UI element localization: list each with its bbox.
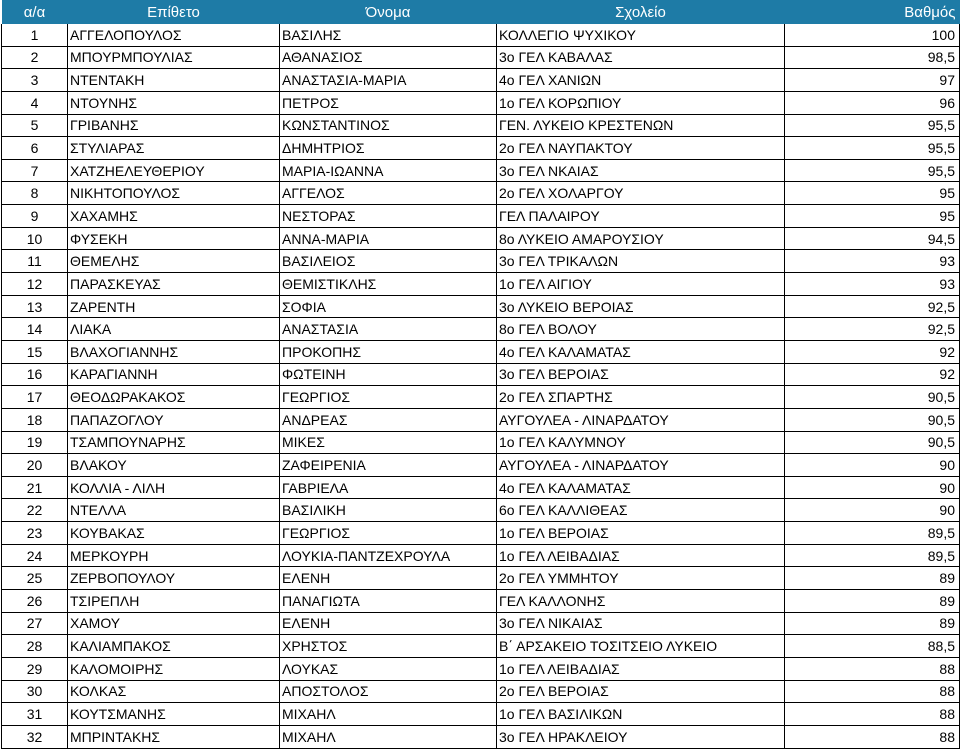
row-grade: 95 bbox=[785, 182, 960, 205]
table-row bbox=[2, 431, 960, 454]
row-grade: 90,5 bbox=[785, 408, 960, 431]
row-school: 3ο ΓΕΛ ΒΕΡΟΙΑΣ bbox=[497, 363, 785, 386]
row-surname: ΣΤΥΛΙΑΡΑΣ bbox=[68, 137, 280, 160]
row-name: ΔΗΜΗΤΡΙΟΣ bbox=[280, 137, 497, 160]
row-grade: 89,5 bbox=[785, 544, 960, 567]
table-row bbox=[2, 46, 960, 69]
table-row bbox=[2, 544, 960, 567]
row-name: ΑΝΑΣΤΑΣΙΑ-ΜΑΡΙΑ bbox=[280, 69, 497, 92]
row-surname: ΖΑΡΕΝΤΗ bbox=[68, 295, 280, 318]
row-surname: ΚΑΛΙΑΜΠΑΚΟΣ bbox=[68, 635, 280, 658]
row-school: ΓΕΛ ΚΑΛΛΟΝΗΣ bbox=[497, 590, 785, 613]
row-surname: ΝΤΕΝΤΑΚΗ bbox=[68, 69, 280, 92]
row-number: 32 bbox=[2, 725, 68, 748]
table-row bbox=[2, 386, 960, 409]
row-name: ΒΑΣΙΛΕΙΟΣ bbox=[280, 250, 497, 273]
table-row bbox=[2, 725, 960, 748]
row-name: ΓΕΩΡΓΙΟΣ bbox=[280, 522, 497, 545]
row-grade: 89,5 bbox=[785, 522, 960, 545]
row-number: 17 bbox=[2, 386, 68, 409]
table-row bbox=[2, 703, 960, 726]
row-school: 2ο ΓΕΛ ΧΟΛΑΡΓΟΥ bbox=[497, 182, 785, 205]
row-grade: 89 bbox=[785, 567, 960, 590]
row-number: 20 bbox=[2, 454, 68, 477]
row-grade: 92 bbox=[785, 340, 960, 363]
row-school: 1ο ΓΕΛ ΛΕΙΒΑΔΙΑΣ bbox=[497, 544, 785, 567]
table-row bbox=[2, 567, 960, 590]
row-school: ΓΕΝ. ΛΥΚΕΙΟ ΚΡΕΣΤΕΝΩΝ bbox=[497, 114, 785, 137]
table-row bbox=[2, 182, 960, 205]
row-grade: 95 bbox=[785, 205, 960, 228]
row-surname: ΒΛΑΧΟΓΙΑΝΝΗΣ bbox=[68, 340, 280, 363]
row-number: 29 bbox=[2, 657, 68, 680]
row-school: 6ο ΓΕΛ ΚΑΛΛΙΘΕΑΣ bbox=[497, 499, 785, 522]
row-grade: 90 bbox=[785, 454, 960, 477]
row-grade: 92,5 bbox=[785, 295, 960, 318]
row-school: 4ο ΓΕΛ ΚΑΛΑΜΑΤΑΣ bbox=[497, 476, 785, 499]
table-row bbox=[2, 590, 960, 613]
row-grade: 90 bbox=[785, 499, 960, 522]
row-surname: ΝΙΚΗΤΟΠΟΥΛΟΣ bbox=[68, 182, 280, 205]
row-name: ΚΩΝΣΤΑΝΤΙΝΟΣ bbox=[280, 114, 497, 137]
row-number: 2 bbox=[2, 46, 68, 69]
table-row bbox=[2, 499, 960, 522]
row-school: 2ο ΓΕΛ ΝΑΥΠΑΚΤΟΥ bbox=[497, 137, 785, 160]
row-number: 12 bbox=[2, 273, 68, 296]
row-name: ΛΟΥΚΙΑ-ΠΑΝΤΖΕΧΡΟΥΛΑ bbox=[280, 544, 497, 567]
row-surname: ΝΤΟΥΝΗΣ bbox=[68, 91, 280, 114]
row-school: 1ο ΓΕΛ ΒΕΡΟΙΑΣ bbox=[497, 522, 785, 545]
header-school: Σχολείο bbox=[497, 0, 785, 24]
row-grade: 88 bbox=[785, 703, 960, 726]
row-number: 14 bbox=[2, 318, 68, 341]
row-school: 3ο ΓΕΛ ΤΡΙΚΑΛΩΝ bbox=[497, 250, 785, 273]
row-grade: 95,5 bbox=[785, 137, 960, 160]
row-number: 1 bbox=[2, 24, 68, 46]
row-number: 18 bbox=[2, 408, 68, 431]
row-number: 31 bbox=[2, 703, 68, 726]
row-surname: ΦΥΣΕΚΗ bbox=[68, 227, 280, 250]
row-number: 24 bbox=[2, 544, 68, 567]
table-body bbox=[2, 24, 960, 748]
row-number: 16 bbox=[2, 363, 68, 386]
row-grade: 95,5 bbox=[785, 159, 960, 182]
table-row bbox=[2, 295, 960, 318]
row-school: 2ο ΓΕΛ ΣΠΑΡΤΗΣ bbox=[497, 386, 785, 409]
row-number: 21 bbox=[2, 476, 68, 499]
row-number: 9 bbox=[2, 205, 68, 228]
table-row bbox=[2, 340, 960, 363]
row-number: 27 bbox=[2, 612, 68, 635]
row-surname: ΚΟΥΤΣΜΑΝΗΣ bbox=[68, 703, 280, 726]
row-surname: ΑΓΓΕΛΟΠΟΥΛΟΣ bbox=[68, 24, 280, 46]
row-name: ΜΑΡΙΑ-ΙΩΑΝΝΑ bbox=[280, 159, 497, 182]
row-name: ΒΑΣΙΛΙΚΗ bbox=[280, 499, 497, 522]
row-name: ΒΑΣΙΛΗΣ bbox=[280, 24, 497, 46]
row-surname: ΘΕΜΕΛΗΣ bbox=[68, 250, 280, 273]
row-grade: 88 bbox=[785, 657, 960, 680]
row-number: 11 bbox=[2, 250, 68, 273]
row-name: ΑΝΑΣΤΑΣΙΑ bbox=[280, 318, 497, 341]
row-school: 8ο ΓΕΛ ΒΟΛΟΥ bbox=[497, 318, 785, 341]
row-school: Β΄ ΑΡΣΑΚΕΙΟ ΤΟΣΙΤΣΕΙΟ ΛΥΚΕΙΟ bbox=[497, 635, 785, 658]
row-number: 13 bbox=[2, 295, 68, 318]
row-surname: ΚΟΛΚΑΣ bbox=[68, 680, 280, 703]
row-surname: ΤΣΙΡΕΠΛΗ bbox=[68, 590, 280, 613]
row-grade: 98,5 bbox=[785, 46, 960, 69]
row-number: 23 bbox=[2, 522, 68, 545]
row-grade: 97 bbox=[785, 69, 960, 92]
row-name: ΘΕΜΙΣΤΙΚΛΗΣ bbox=[280, 273, 497, 296]
row-number: 3 bbox=[2, 69, 68, 92]
row-school: 3ο ΓΕΛ ΝΙΚΑΙΑΣ bbox=[497, 612, 785, 635]
row-number: 22 bbox=[2, 499, 68, 522]
row-name: ΠΑΝΑΓΙΩΤΑ bbox=[280, 590, 497, 613]
row-surname: ΜΕΡΚΟΥΡΗ bbox=[68, 544, 280, 567]
row-name: ΑΝΝΑ-ΜΑΡΙΑ bbox=[280, 227, 497, 250]
header-grade: Βαθμός bbox=[785, 0, 960, 24]
row-grade: 95,5 bbox=[785, 114, 960, 137]
row-school: ΑΥΓΟΥΛΕΑ - ΛΙΝΑΡΔΑΤΟΥ bbox=[497, 454, 785, 477]
table-row bbox=[2, 635, 960, 658]
row-surname: ΧΑΧΑΜΗΣ bbox=[68, 205, 280, 228]
row-school: 1ο ΓΕΛ ΒΑΣΙΛΙΚΩΝ bbox=[497, 703, 785, 726]
row-school: ΑΥΓΟΥΛΕΑ - ΛΙΝΑΡΔΑΤΟΥ bbox=[497, 408, 785, 431]
row-name: ΓΕΩΡΓΙΟΣ bbox=[280, 386, 497, 409]
row-name: ΣΟΦΙΑ bbox=[280, 295, 497, 318]
row-school: 3ο ΓΕΛ ΚΑΒΑΛΑΣ bbox=[497, 46, 785, 69]
row-number: 7 bbox=[2, 159, 68, 182]
row-surname: ΠΑΡΑΣΚΕΥΑΣ bbox=[68, 273, 280, 296]
row-number: 4 bbox=[2, 91, 68, 114]
row-number: 19 bbox=[2, 431, 68, 454]
row-surname: ΚΑΡΑΓΙΑΝΝΗ bbox=[68, 363, 280, 386]
table-row bbox=[2, 680, 960, 703]
row-grade: 88 bbox=[785, 725, 960, 748]
row-grade: 96 bbox=[785, 91, 960, 114]
table-row bbox=[2, 454, 960, 477]
table-row bbox=[2, 363, 960, 386]
row-grade: 90 bbox=[785, 476, 960, 499]
row-surname: ΤΣΑΜΠΟΥΝΑΡΗΣ bbox=[68, 431, 280, 454]
row-school: 8ο ΛΥΚΕΙΟ ΑΜΑΡΟΥΣΙΟΥ bbox=[497, 227, 785, 250]
row-school: 3ο ΛΥΚΕΙΟ ΒΕΡΟΙΑΣ bbox=[497, 295, 785, 318]
row-surname: ΠΑΠΑΖΟΓΛΟΥ bbox=[68, 408, 280, 431]
row-number: 5 bbox=[2, 114, 68, 137]
row-surname: ΚΟΛΛΙΑ - ΛΙΛΗ bbox=[68, 476, 280, 499]
table-row bbox=[2, 250, 960, 273]
table-row bbox=[2, 69, 960, 92]
row-school: 3ο ΓΕΛ ΝΚΑΙΑΣ bbox=[497, 159, 785, 182]
row-name: ΕΛΕΝΗ bbox=[280, 567, 497, 590]
row-name: ΕΛΕΝΗ bbox=[280, 612, 497, 635]
row-name: ΑΓΓΕΛΟΣ bbox=[280, 182, 497, 205]
table-row bbox=[2, 522, 960, 545]
row-name: ΑΘΑΝΑΣΙΟΣ bbox=[280, 46, 497, 69]
row-number: 30 bbox=[2, 680, 68, 703]
row-number: 25 bbox=[2, 567, 68, 590]
row-surname: ΖΕΡΒΟΠΟΥΛΟΥ bbox=[68, 567, 280, 590]
row-name: ΓΑΒΡΙΕΛΑ bbox=[280, 476, 497, 499]
row-number: 6 bbox=[2, 137, 68, 160]
row-number: 26 bbox=[2, 590, 68, 613]
row-number: 15 bbox=[2, 340, 68, 363]
row-grade: 92,5 bbox=[785, 318, 960, 341]
row-surname: ΝΤΕΛΛΑ bbox=[68, 499, 280, 522]
table-row bbox=[2, 273, 960, 296]
row-name: ΠΡΟΚΟΠΗΣ bbox=[280, 340, 497, 363]
row-school: 4ο ΓΕΛ ΚΑΛΑΜΑΤΑΣ bbox=[497, 340, 785, 363]
header-num: α/α bbox=[2, 0, 68, 24]
row-school: ΚΟΛΛΕΓΙΟ ΨΥΧΙΚΟΥ bbox=[497, 24, 785, 46]
row-name: ΜΙΧΑΗΛ bbox=[280, 703, 497, 726]
row-name: ΑΠΟΣΤΟΛΟΣ bbox=[280, 680, 497, 703]
row-school: 4ο ΓΕΛ ΧΑΝΙΩΝ bbox=[497, 69, 785, 92]
row-surname: ΧΑΜΟΥ bbox=[68, 612, 280, 635]
table-row bbox=[2, 205, 960, 228]
table-row bbox=[2, 657, 960, 680]
row-surname: ΧΑΤΖΗΕΛΕΥΘΕΡΙΟΥ bbox=[68, 159, 280, 182]
table-row bbox=[2, 612, 960, 635]
table-row bbox=[2, 227, 960, 250]
row-grade: 88 bbox=[785, 680, 960, 703]
row-school: 1ο ΓΕΛ ΑΙΓΙΟΥ bbox=[497, 273, 785, 296]
row-school: 1ο ΓΕΛ ΚΟΡΩΠΙΟΥ bbox=[497, 91, 785, 114]
table-row bbox=[2, 114, 960, 137]
row-school: 1ο ΓΕΛ ΛΕΙΒΑΔΙΑΣ bbox=[497, 657, 785, 680]
row-surname: ΜΠΟΥΡΜΠΟΥΛΙΑΣ bbox=[68, 46, 280, 69]
header-surname: Επίθετο bbox=[68, 0, 280, 24]
row-grade: 100 bbox=[785, 24, 960, 46]
table-row bbox=[2, 24, 960, 46]
header-row bbox=[2, 0, 960, 24]
results-table bbox=[1, 0, 960, 749]
row-name: ΜΙΚΕΣ bbox=[280, 431, 497, 454]
table-row bbox=[2, 159, 960, 182]
row-grade: 90,5 bbox=[785, 386, 960, 409]
row-grade: 89 bbox=[785, 590, 960, 613]
row-name: ΦΩΤΕΙΝΗ bbox=[280, 363, 497, 386]
row-name: ΝΕΣΤΟΡΑΣ bbox=[280, 205, 497, 228]
table-row bbox=[2, 476, 960, 499]
row-surname: ΓΡΙΒΑΝΗΣ bbox=[68, 114, 280, 137]
row-number: 10 bbox=[2, 227, 68, 250]
row-school: 2ο ΓΕΛ ΒΕΡΟΙΑΣ bbox=[497, 680, 785, 703]
row-name: ΑΝΔΡΕΑΣ bbox=[280, 408, 497, 431]
row-surname: ΛΙΑΚΑ bbox=[68, 318, 280, 341]
row-school: 3ο ΓΕΛ ΗΡΑΚΛΕΙΟΥ bbox=[497, 725, 785, 748]
row-surname: ΒΛΑΚΟΥ bbox=[68, 454, 280, 477]
row-grade: 94,5 bbox=[785, 227, 960, 250]
row-name: ΧΡΗΣΤΟΣ bbox=[280, 635, 497, 658]
row-number: 28 bbox=[2, 635, 68, 658]
row-name: ΠΕΤΡΟΣ bbox=[280, 91, 497, 114]
row-name: ΖΑΦΕΙΡΕΝΙΑ bbox=[280, 454, 497, 477]
row-grade: 93 bbox=[785, 250, 960, 273]
row-surname: ΚΑΛΟΜΟΙΡΗΣ bbox=[68, 657, 280, 680]
row-school: 1ο ΓΕΛ ΚΑΛΥΜΝΟΥ bbox=[497, 431, 785, 454]
row-surname: ΜΠΡΙΝΤΑΚΗΣ bbox=[68, 725, 280, 748]
table-row bbox=[2, 318, 960, 341]
row-school: ΓΕΛ ΠΑΛΑΙΡΟΥ bbox=[497, 205, 785, 228]
row-grade: 88,5 bbox=[785, 635, 960, 658]
row-surname: ΚΟΥΒΑΚΑΣ bbox=[68, 522, 280, 545]
table-row bbox=[2, 408, 960, 431]
row-grade: 89 bbox=[785, 612, 960, 635]
table-row bbox=[2, 91, 960, 114]
row-school: 2ο ΓΕΛ ΥΜΜΗΤΟΥ bbox=[497, 567, 785, 590]
row-name: ΛΟΥΚΑΣ bbox=[280, 657, 497, 680]
row-grade: 92 bbox=[785, 363, 960, 386]
header-name: Όνομα bbox=[280, 0, 497, 24]
row-surname: ΘΕΟΔΩΡΑΚΑΚΟΣ bbox=[68, 386, 280, 409]
row-number: 8 bbox=[2, 182, 68, 205]
row-grade: 93 bbox=[785, 273, 960, 296]
row-name: ΜΙΧΑΗΛ bbox=[280, 725, 497, 748]
row-grade: 90,5 bbox=[785, 431, 960, 454]
table-row bbox=[2, 137, 960, 160]
